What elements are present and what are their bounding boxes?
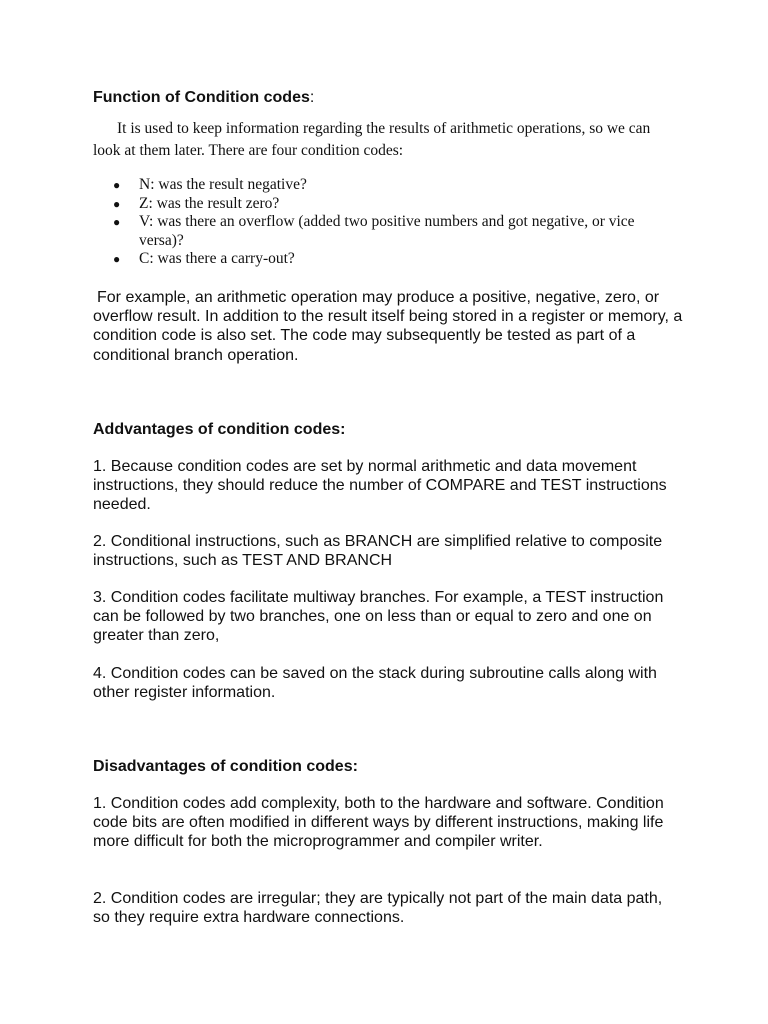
advantage-item: 4. Condition codes can be saved on the stack during subroutine calls along with other register information. [93, 665, 657, 702]
advantage-item: 3. Condition codes facilitate multiway branches. For example, a TEST instruction can be followed by two branches, one on less than or equal to zero and one on greater than zero, [93, 589, 664, 645]
bullet-icon: ● [113, 215, 121, 229]
bullet-icon: ● [113, 178, 121, 192]
disadvantage-item: 1. Condition codes add complexity, both to the hardware and software. Condition code bits are often modified in different ways by different instructions, making life more difficult for both the microprogrammer and compiler writer. [93, 795, 664, 851]
list-item-text: Z: was the result zero? [139, 194, 280, 212]
list-item [113, 176, 673, 195]
function-intro: It is used to keep information regarding the results of arithmetic operations, so we can look at them later. There are four condition codes: [93, 120, 651, 159]
list-item-text: N: was the result negative? [139, 176, 307, 193]
bullet-icon: ● [113, 196, 121, 211]
advantage-item: 1. Because condition codes are set by normal arithmetic and data movement instructions, they should reduce the number of COMPARE and TEST instructions needed. [93, 458, 667, 514]
advantages-heading: Addvantages of condition codes: [93, 421, 346, 438]
list-item-text: V: was there an overflow (added two positive numbers and got negative, or vice versa)? [139, 213, 635, 249]
list-item-text: C: was there a carry-out? [139, 250, 295, 267]
list-item [113, 195, 673, 214]
condition-code-list [113, 176, 673, 269]
list-item [113, 250, 673, 269]
bullet-icon: ● [113, 252, 121, 266]
advantage-item: 2. Conditional instructions, such as BRANCH are simplified relative to composite instructions, such as TEST AND BRANCH [93, 533, 663, 570]
list-item [113, 213, 673, 250]
disadvantage-item: 2. Condition codes are irregular; they are typically not part of the main data path, so they require extra hardware connections. [93, 890, 663, 927]
example-paragraph: For example, an arithmetic operation may produce a positive, negative, zero, or overflow result. In addition to the result itself being stored in a register or memory, a condition code is also set. The code may subsequently be tested as part of a conditional branch operation. [93, 289, 683, 364]
disadvantages-heading: Disadvantages of condition codes: [93, 758, 358, 775]
function-heading-text: Function of Condition codes [93, 89, 310, 106]
function-heading [93, 88, 314, 107]
function-heading-colon: : [309, 89, 315, 106]
